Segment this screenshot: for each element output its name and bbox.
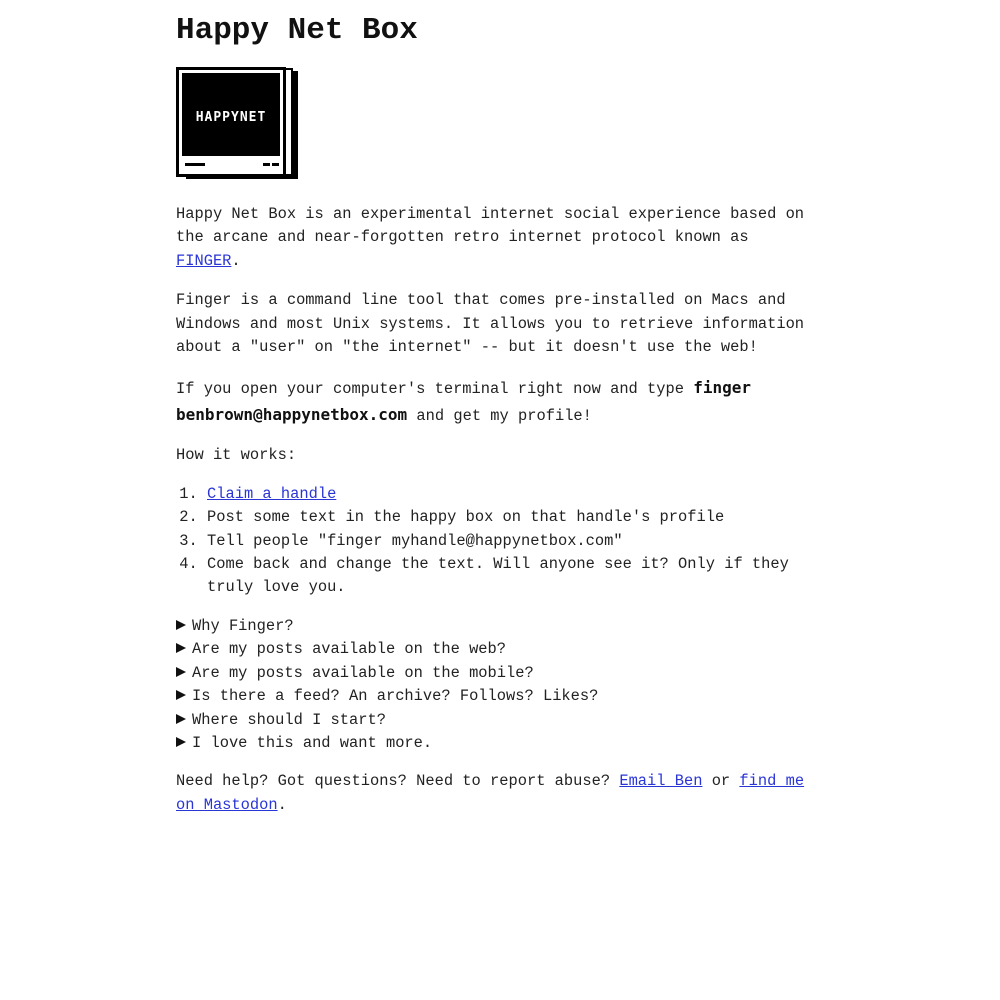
try-it-text: If you open your computer's terminal right now and type xyxy=(176,380,694,399)
faq-web[interactable] xyxy=(176,638,816,661)
faq-mobile[interactable] xyxy=(176,662,816,685)
main-content xyxy=(176,0,816,817)
faq-summary[interactable] xyxy=(176,732,816,755)
list-item: 2. Post some text in the happy box on that handle's profile xyxy=(207,506,816,529)
faq-question: Is there a feed? An archive? Follows? Likes? xyxy=(192,687,599,706)
faq-summary[interactable] xyxy=(176,662,816,685)
disclosure-triangle-icon xyxy=(176,667,186,677)
faq-question: Are my posts available on the web? xyxy=(192,640,507,659)
faq-feed[interactable] xyxy=(176,685,816,708)
email-ben-link[interactable]: Email Ben xyxy=(619,772,703,791)
list-item: 3. Tell people "finger myhandle@happynetbox.com" xyxy=(207,530,816,553)
faq-start[interactable] xyxy=(176,709,816,732)
logo-text: HAPPYNET xyxy=(195,110,267,125)
claim-handle-link[interactable]: Claim a handle xyxy=(207,484,337,503)
steps-list xyxy=(176,483,816,600)
finger-description: Finger is a command line tool that comes pre-installed on Macs and Windows and most Unix systems. It allows you to retrieve information about a "user" on "the internet" -- but it doesn't use the web! xyxy=(176,291,805,357)
help-end: . xyxy=(277,795,287,814)
faq-question: Where should I start? xyxy=(192,710,386,729)
disclosure-triangle-icon xyxy=(176,690,186,700)
disclosure-triangle-icon xyxy=(176,620,186,630)
faq-why-finger[interactable] xyxy=(176,615,816,638)
how-it-works-heading: How it works: xyxy=(176,446,297,465)
faq-more[interactable] xyxy=(176,732,816,755)
help-or: or xyxy=(702,772,740,791)
disclosure-triangle-icon xyxy=(176,714,186,724)
help-text: Need help? Got questions? Need to report abuse? xyxy=(176,772,620,791)
happynet-logo xyxy=(176,67,298,179)
faq-question: Why Finger? xyxy=(192,616,294,635)
mastodon-link[interactable]: find me on Mastodon xyxy=(176,772,805,814)
faq-summary[interactable] xyxy=(176,638,816,661)
faq-summary[interactable] xyxy=(176,709,816,732)
disclosure-triangle-icon xyxy=(176,737,186,747)
disclosure-triangle-icon xyxy=(176,643,186,653)
finger-command: finger benbrown@happynetbox.com xyxy=(176,378,752,425)
intro-end: . xyxy=(231,251,241,270)
faq-summary[interactable] xyxy=(176,615,816,638)
list-item: 4. Come back and change the text. Will anyone see it? Only if they truly love you. xyxy=(207,553,816,600)
list-item xyxy=(207,483,816,506)
finger-link[interactable]: FINGER xyxy=(176,251,232,270)
faq-section xyxy=(176,615,816,755)
try-it-end: and get my profile! xyxy=(407,407,592,426)
try-it-paragraph xyxy=(176,375,816,429)
faq-summary[interactable] xyxy=(176,685,816,708)
help-paragraph xyxy=(176,770,816,817)
page-title: Happy Net Box xyxy=(176,13,418,48)
intro-text: Happy Net Box is an experimental internet social experience based on the arcane and near-forgotten retro internet protocol known as xyxy=(176,205,805,247)
faq-question: Are my posts available on the mobile? xyxy=(192,663,534,682)
intro-paragraph xyxy=(176,203,816,273)
faq-question: I love this and want more. xyxy=(192,733,433,752)
